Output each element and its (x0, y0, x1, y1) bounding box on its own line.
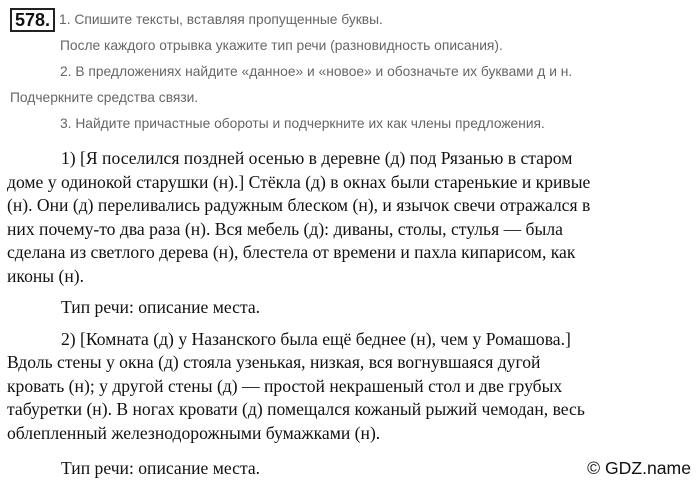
text-line: облепленный железнодорожными бумажками (н). (7, 422, 381, 443)
text-line: (н). Они (д) переливались радужным блеском (н), и язычок свечи отражался в (7, 195, 591, 215)
speech-type-1: Тип речи: описание места. (61, 297, 261, 317)
exercise-body (7, 147, 691, 445)
text-line: иконы (н). (7, 265, 85, 286)
text-line: 1) [Я поселился поздней осенью в деревне (д) под Рязанью в старом (61, 148, 573, 168)
instruction-line-2: После каждого отрывка укажите тип речи (разновидность описания). (60, 38, 503, 53)
speech-type-2: Тип речи: описание места. (61, 458, 261, 478)
watermark: © GDZ.name (587, 458, 691, 478)
instruction-line-1: 578. 1. Спишите тексты, вставляя пропущенные буквы. (10, 7, 690, 33)
text-passage-1 (7, 147, 691, 288)
exercise-number: 578. (10, 8, 55, 32)
text-line: сделана из светлого дерева (н), блестела от времени и пахла кипарисом, как (7, 242, 576, 262)
text-line: доме у одинокой старушки (н).] Стёкла (д) в окнах были старенькие и кривые (7, 171, 591, 192)
text-line: них почему-то два раза (н). Вся мебель (д): диваны, столы, стулья — была (7, 218, 563, 239)
text-line: кровать (н); у другой стены (д) — простой некрашеный стол и две грубых (7, 375, 563, 396)
text-passage-2 (7, 328, 691, 446)
text-line: 2) [Комната (д) у Назанского была ещё беднее (н), чем у Ромашова.] (61, 328, 571, 349)
instruction-line-3: 2. В предложениях найдите «данное» и «новое» и обозначьте их буквами д и н. (60, 64, 573, 79)
exercise-instructions (10, 7, 690, 137)
text-line: табуретки (н). В ногах кровати (д) помещался кожаный рыжий чемодан, весь (7, 399, 585, 419)
instruction-line-5: 3. Найдите причастные обороты и подчеркните их как члены предложения. (60, 116, 545, 131)
text-line: Вдоль стены у окна (д) стояла узенькая, низкая, вся вогнувшаяся дугой (7, 352, 541, 372)
instruction-line-4: Подчеркните средства связи. (10, 90, 199, 105)
